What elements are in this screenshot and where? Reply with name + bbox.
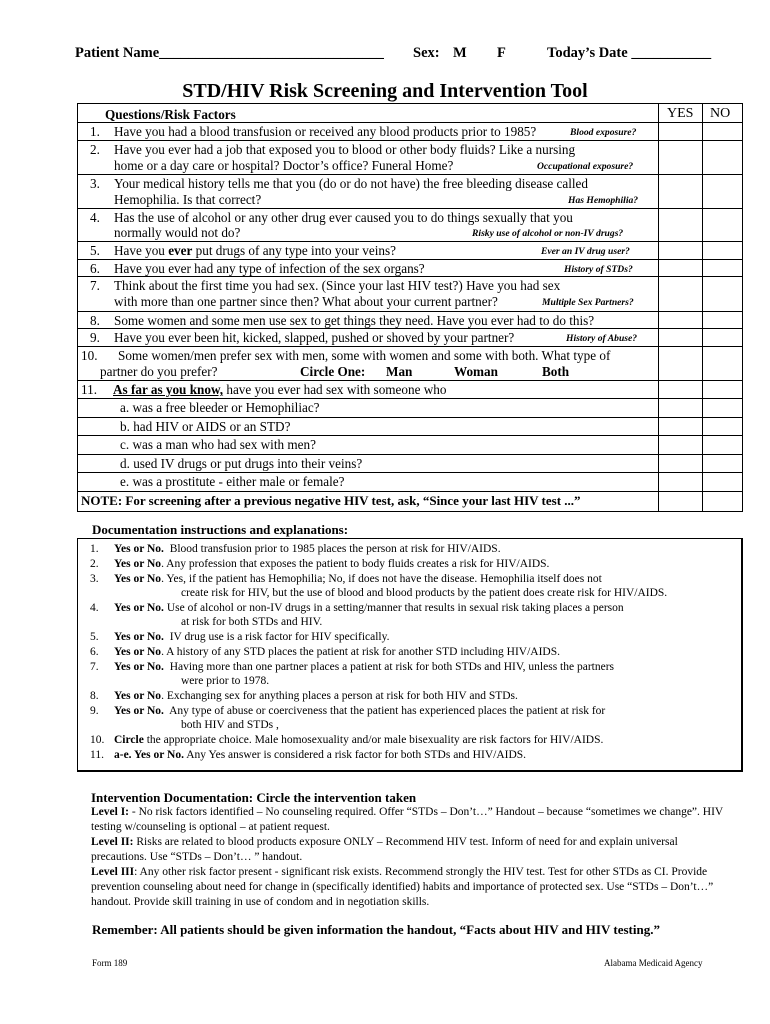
intervention-level-3[interactable]: Level III: Any other risk factor present - significant risk exists. Recommend strongly the HIV test. Test for other STDs as CI. Provide prevention counseling about need for change in (specifically identified) habits and importance of protected sex. Use “STDs – Don’t…” handout. Provide skill training in use of condom and in negotiation skills. bbox=[91, 866, 714, 908]
q10-option-both[interactable]: Both bbox=[542, 364, 570, 379]
screening-table bbox=[77, 103, 743, 512]
q5-number: 5. bbox=[90, 243, 100, 258]
sex-option-m[interactable]: M bbox=[453, 45, 467, 61]
doc-7-number: 7. bbox=[90, 661, 99, 673]
doc-4-cont: at risk for both STDs and HIV. bbox=[181, 616, 323, 628]
q11-item-c: c. was a man who had sex with men? bbox=[120, 437, 316, 452]
page-title: STD/HIV Risk Screening and Intervention Tool bbox=[182, 80, 588, 102]
q11-item-d: d. used IV drugs or put drugs into their veins? bbox=[120, 456, 363, 471]
q8-number: 8. bbox=[90, 313, 100, 328]
q2-line2: home or a day care or hospital? Doctor’s office? Funeral Home? bbox=[114, 158, 454, 173]
q11-text: As far as you know, have you ever had sex with someone who bbox=[113, 382, 447, 397]
todays-date-field[interactable]: Today’s Date ___________ bbox=[547, 45, 712, 61]
intervention-section bbox=[91, 790, 731, 910]
doc-9-cont: both HIV and STDs , bbox=[181, 719, 279, 731]
doc-6-number: 6. bbox=[90, 646, 99, 658]
q8-text: Some women and some men use sex to get things they need. Have you ever had to do this? bbox=[114, 313, 595, 328]
doc-11-number: 11. bbox=[90, 749, 104, 761]
q10-line1: Some women/men prefer sex with men, some with women and some with both. What type of bbox=[118, 348, 611, 363]
documentation-box bbox=[77, 538, 743, 772]
doc-10: Circle the appropriate choice. Male homosexuality and/or male bisexuality are risk factors for HIV/AIDS. bbox=[114, 734, 604, 746]
q4-number: 4. bbox=[90, 210, 100, 225]
doc-9: Yes or No. Any type of abuse or coerciveness that the patient has experienced places the patient at risk for bbox=[114, 705, 606, 717]
doc-1-number: 1. bbox=[90, 543, 99, 555]
doc-8: Yes or No. Exchanging sex for anything places a person at risk for both HIV and STDs. bbox=[114, 690, 518, 702]
doc-4-number: 4. bbox=[90, 602, 99, 614]
col-header-questions: Questions/Risk Factors bbox=[105, 107, 236, 122]
q1-risk: Blood exposure? bbox=[570, 127, 637, 138]
q3-risk: Has Hemophilia? bbox=[568, 195, 639, 206]
doc-2-number: 2. bbox=[90, 558, 99, 570]
q11-number: 11. bbox=[81, 382, 97, 397]
q2-risk: Occupational exposure? bbox=[537, 161, 634, 172]
q7-number: 7. bbox=[90, 278, 100, 293]
q5-risk: Ever an IV drug user? bbox=[541, 246, 630, 257]
doc-7-cont: were prior to 1978. bbox=[181, 675, 270, 687]
doc-3: Yes or No. Yes, if the patient has Hemophilia; No, if does not have the disease. Hemophilia itself does not bbox=[114, 573, 602, 585]
q6-risk: History of STDs? bbox=[564, 264, 633, 275]
doc-3-number: 3. bbox=[90, 573, 99, 585]
q6-text: Have you ever had any type of infection of the sex organs? bbox=[114, 261, 425, 276]
q9-number: 9. bbox=[90, 330, 100, 345]
q10-circle-label: Circle One: bbox=[300, 364, 366, 379]
q10-option-woman[interactable]: Woman bbox=[454, 364, 498, 379]
doc-2: Yes or No. Any profession that exposes the patient to body fluids creates a risk for HIV/AIDS. bbox=[114, 558, 550, 570]
q7-line1: Think about the first time you had sex. (Since your last HIV test?) Have you had sex bbox=[114, 278, 561, 293]
q10-option-man[interactable]: Man bbox=[386, 364, 413, 379]
documentation-title: Documentation instructions and explanations: bbox=[92, 522, 349, 537]
q11-item-e: e. was a prostitute - either male or female? bbox=[120, 474, 345, 489]
q10-line2: partner do you prefer? bbox=[100, 364, 218, 379]
doc-5-number: 5. bbox=[90, 631, 99, 643]
col-header-no: NO bbox=[710, 106, 731, 121]
q7-line2: with more than one partner since then? What about your current partner? bbox=[114, 294, 498, 309]
q1-text: Have you had a blood transfusion or received any blood products prior to 1985? bbox=[114, 124, 537, 139]
sex-option-f[interactable]: F bbox=[497, 45, 506, 61]
doc-9-number: 9. bbox=[90, 705, 99, 717]
doc-3-cont: create risk for HIV, but the use of blood and blood products by the patient does create risk for HIV/AIDS. bbox=[181, 587, 668, 599]
q2-line1: Have you ever had a job that exposed you to blood or other body fluids? Like a nursing bbox=[114, 142, 576, 157]
q11-item-b: b. had HIV or AIDS or an STD? bbox=[120, 419, 291, 434]
q5-text: Have you ever put drugs of any type into your veins? bbox=[114, 243, 396, 258]
doc-7: Yes or No. Having more than one partner places a patient at risk for both STDs and HIV, unless the partners bbox=[114, 661, 615, 673]
q4-line2: normally would not do? bbox=[114, 225, 241, 240]
q3-number: 3. bbox=[90, 176, 100, 191]
doc-4: Yes or No. Use of alcohol or non-IV drugs in a setting/manner that results in sexual risk taking places a person bbox=[114, 602, 624, 614]
q1-number: 1. bbox=[90, 124, 100, 139]
q7-risk: Multiple Sex Partners? bbox=[542, 297, 634, 308]
intervention-level-1[interactable]: Level I: - No risk factors identified – No counseling required. Offer “STDs – Don’t…” Handout – because “sometimes we change”. HIV testing w/counseling is optional – at patient request. bbox=[91, 806, 724, 833]
intervention-level-2[interactable]: Level II: Risks are related to blood products exposure ONLY – Recommend HIV test. Inform of need for and explain universal precautions. Use “STDs – Don’t… ” handout. bbox=[91, 836, 678, 863]
doc-11: a-e. Yes or No. Any Yes answer is considered a risk factor for both STDs and HIV/AIDS. bbox=[114, 749, 527, 761]
doc-10-number: 10. bbox=[90, 734, 105, 746]
q6-number: 6. bbox=[90, 261, 100, 276]
col-header-yes: YES bbox=[667, 106, 694, 121]
q9-risk: History of Abuse? bbox=[566, 333, 638, 344]
q9-text: Have you ever been hit, kicked, slapped, pushed or shoved by your partner? bbox=[114, 330, 515, 345]
screening-note: NOTE: For screening after a previous negative HIV test, ask, “Since your last HIV test ...” bbox=[81, 493, 581, 508]
q4-line1: Has the use of alcohol or any other drug ever caused you to do things sexually that you bbox=[114, 210, 573, 225]
doc-6: Yes or No. A history of any STD places the patient at risk for another STD including HIV/AIDS. bbox=[114, 646, 560, 658]
form-number: Form 189 bbox=[92, 958, 128, 968]
agency-name: Alabama Medicaid Agency bbox=[604, 958, 703, 968]
q4-risk: Risky use of alcohol or non-IV drugs? bbox=[472, 228, 624, 239]
q11-item-a: a. was a free bleeder or Hemophiliac? bbox=[120, 400, 320, 415]
intervention-title: Intervention Documentation: Circle the intervention taken bbox=[91, 790, 417, 805]
doc-8-number: 8. bbox=[90, 690, 99, 702]
q2-number: 2. bbox=[90, 142, 100, 157]
q3-line2: Hemophilia. Is that correct? bbox=[114, 192, 262, 207]
doc-5: Yes or No. IV drug use is a risk factor for HIV specifically. bbox=[114, 631, 390, 643]
q10-number: 10. bbox=[81, 348, 98, 363]
patient-name-field[interactable]: Patient Name_______________________________ bbox=[75, 45, 384, 61]
doc-1: Yes or No. Blood transfusion prior to 1985 places the person at risk for HIV/AIDS. bbox=[114, 543, 501, 555]
sex-label: Sex: bbox=[413, 45, 440, 61]
remember-note: Remember: All patients should be given information the handout, “Facts about HIV and HIV testing.” bbox=[92, 922, 660, 937]
q3-line1: Your medical history tells me that you (do or do not have) the free bleeding disease called bbox=[114, 176, 589, 191]
